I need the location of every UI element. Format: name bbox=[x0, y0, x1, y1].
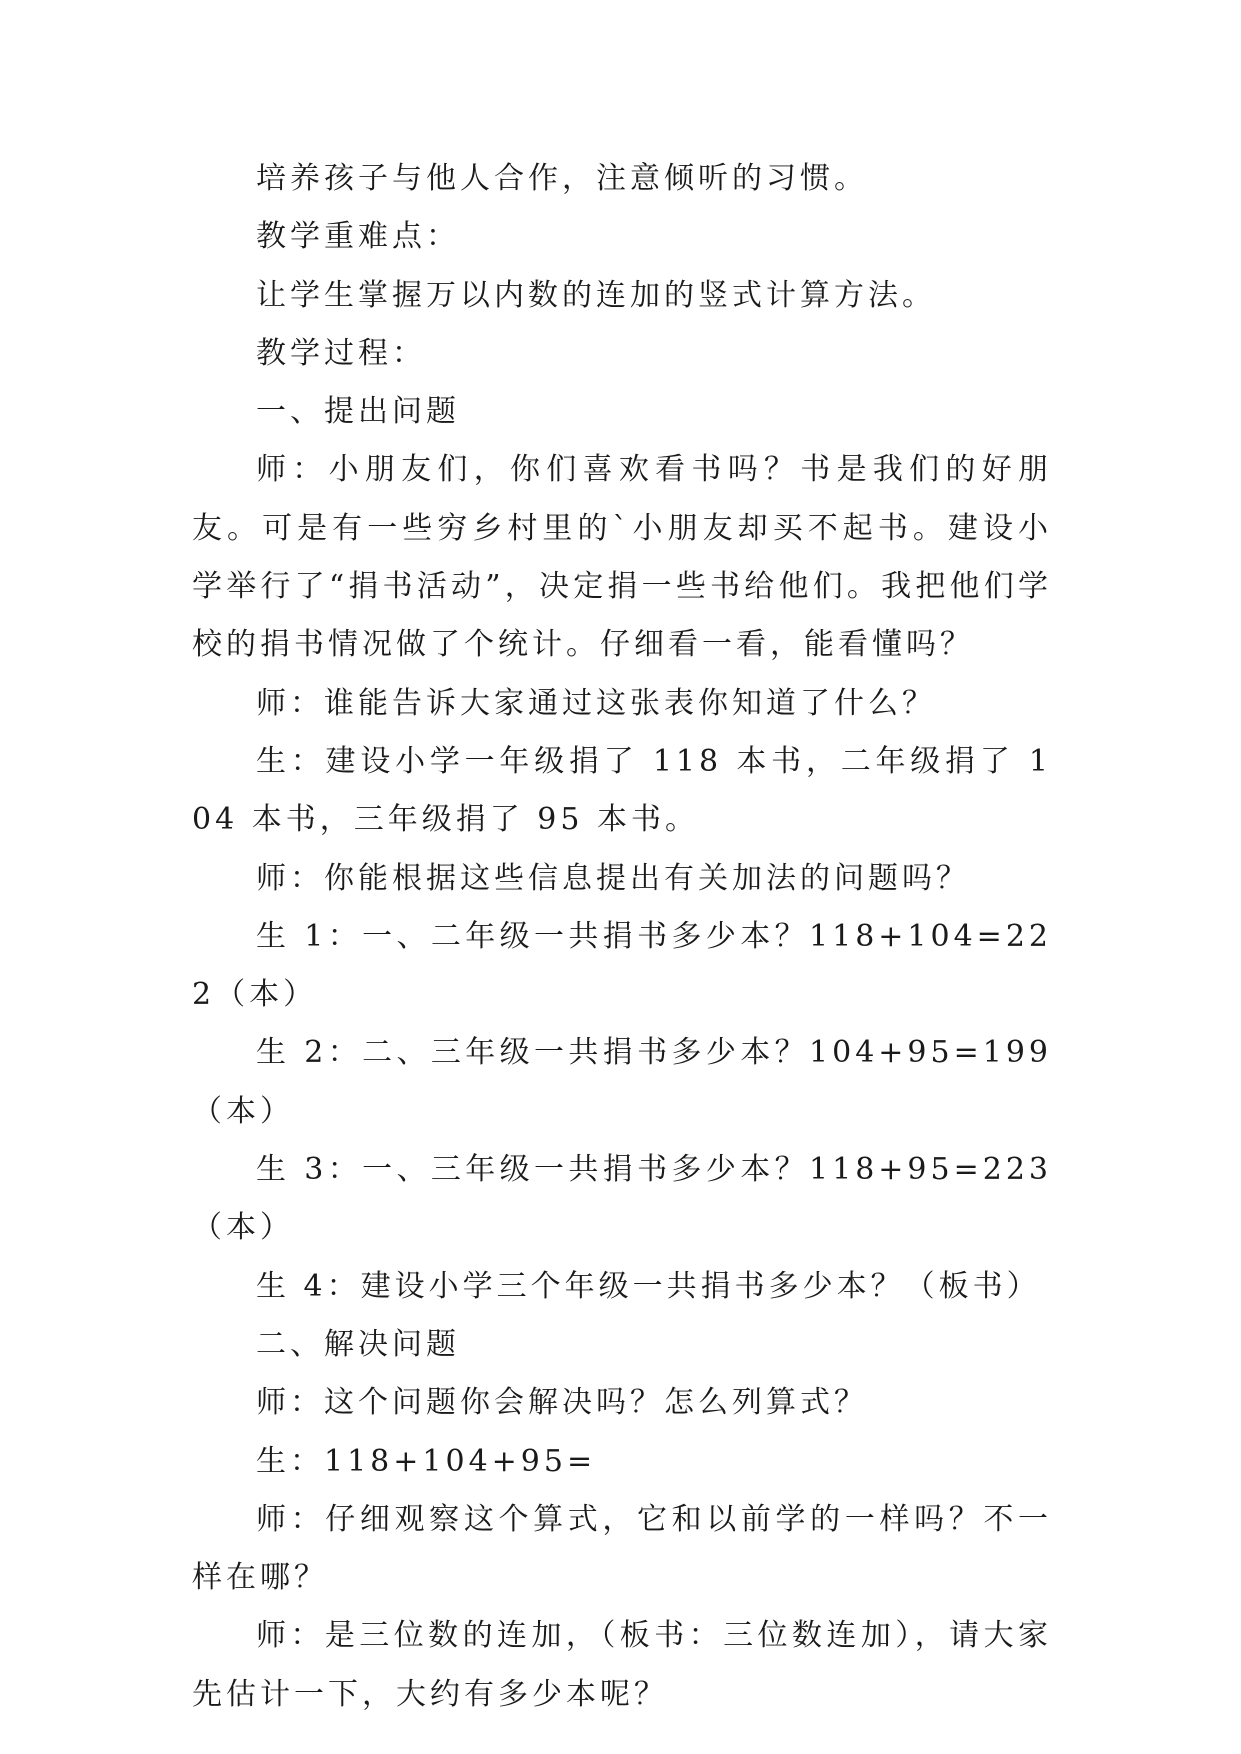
paragraph-teacher-estimate: 师：是三位数的连加，（板书：三位数连加），请大家先估计一下，大约有多少本呢？ bbox=[192, 1618, 1052, 1712]
paragraph-goal-cooperation: 培养孩子与他人合作，注意倾听的习惯。 bbox=[256, 161, 868, 196]
paragraph-student-1: 生 1：一、二年级一共捐书多少本？118+104=222（本） bbox=[192, 918, 1052, 1013]
paragraph-teacher-observe: 师：仔细观察这个算式，它和以前学的一样吗？不一样在哪？ bbox=[192, 1501, 1052, 1596]
section-heading-raise-question: 一、提出问题 bbox=[256, 394, 460, 430]
paragraph-student-4: 生 4：建设小学三个年级一共捐书多少本？（板书） bbox=[256, 1268, 1041, 1304]
heading-key-difficulties: 教学重难点： bbox=[256, 219, 460, 255]
heading-teaching-process: 教学过程： bbox=[256, 335, 426, 371]
paragraph-student-2: 生 2：二、三年级一共捐书多少本？104+95=199（本） bbox=[192, 1035, 1052, 1129]
paragraph-student-3: 生 3：一、三年级一共捐书多少本？118+95=223（本） bbox=[192, 1152, 1052, 1246]
paragraph-teacher-ask-table: 师：谁能告诉大家通过这张表你知道了什么？ bbox=[256, 685, 936, 721]
paragraph-teacher-intro: 师：小朋友们，你们喜欢看书吗？书是我们的好朋友。可是有一些穷乡村里的`小朋友却买不起书。建设小学举行了“捐书活动”，决定捐一些书给他们。我把他们学校的捐书情况做了个统计。仔细看一看，能看懂吗？ bbox=[192, 452, 1052, 663]
section-heading-solve-problem: 二、解决问题 bbox=[256, 1326, 460, 1362]
paragraph-key-difficulties: 让学生掌握万以内数的连加的竖式计算方法。 bbox=[256, 277, 936, 313]
paragraph-teacher-ask-addition: 师：你能根据这些信息提出有关加法的问题吗？ bbox=[256, 860, 970, 896]
paragraph-teacher-ask-solve: 师：这个问题你会解决吗？怎么列算式？ bbox=[256, 1385, 868, 1421]
paragraph-student-expression: 生：118+104+95= bbox=[256, 1443, 597, 1479]
paragraph-student-answer: 生：建设小学一年级捐了 118 本书，二年级捐了 104 本书，三年级捐了 95 本书。 bbox=[192, 743, 1052, 838]
document-body bbox=[192, 150, 1052, 1724]
